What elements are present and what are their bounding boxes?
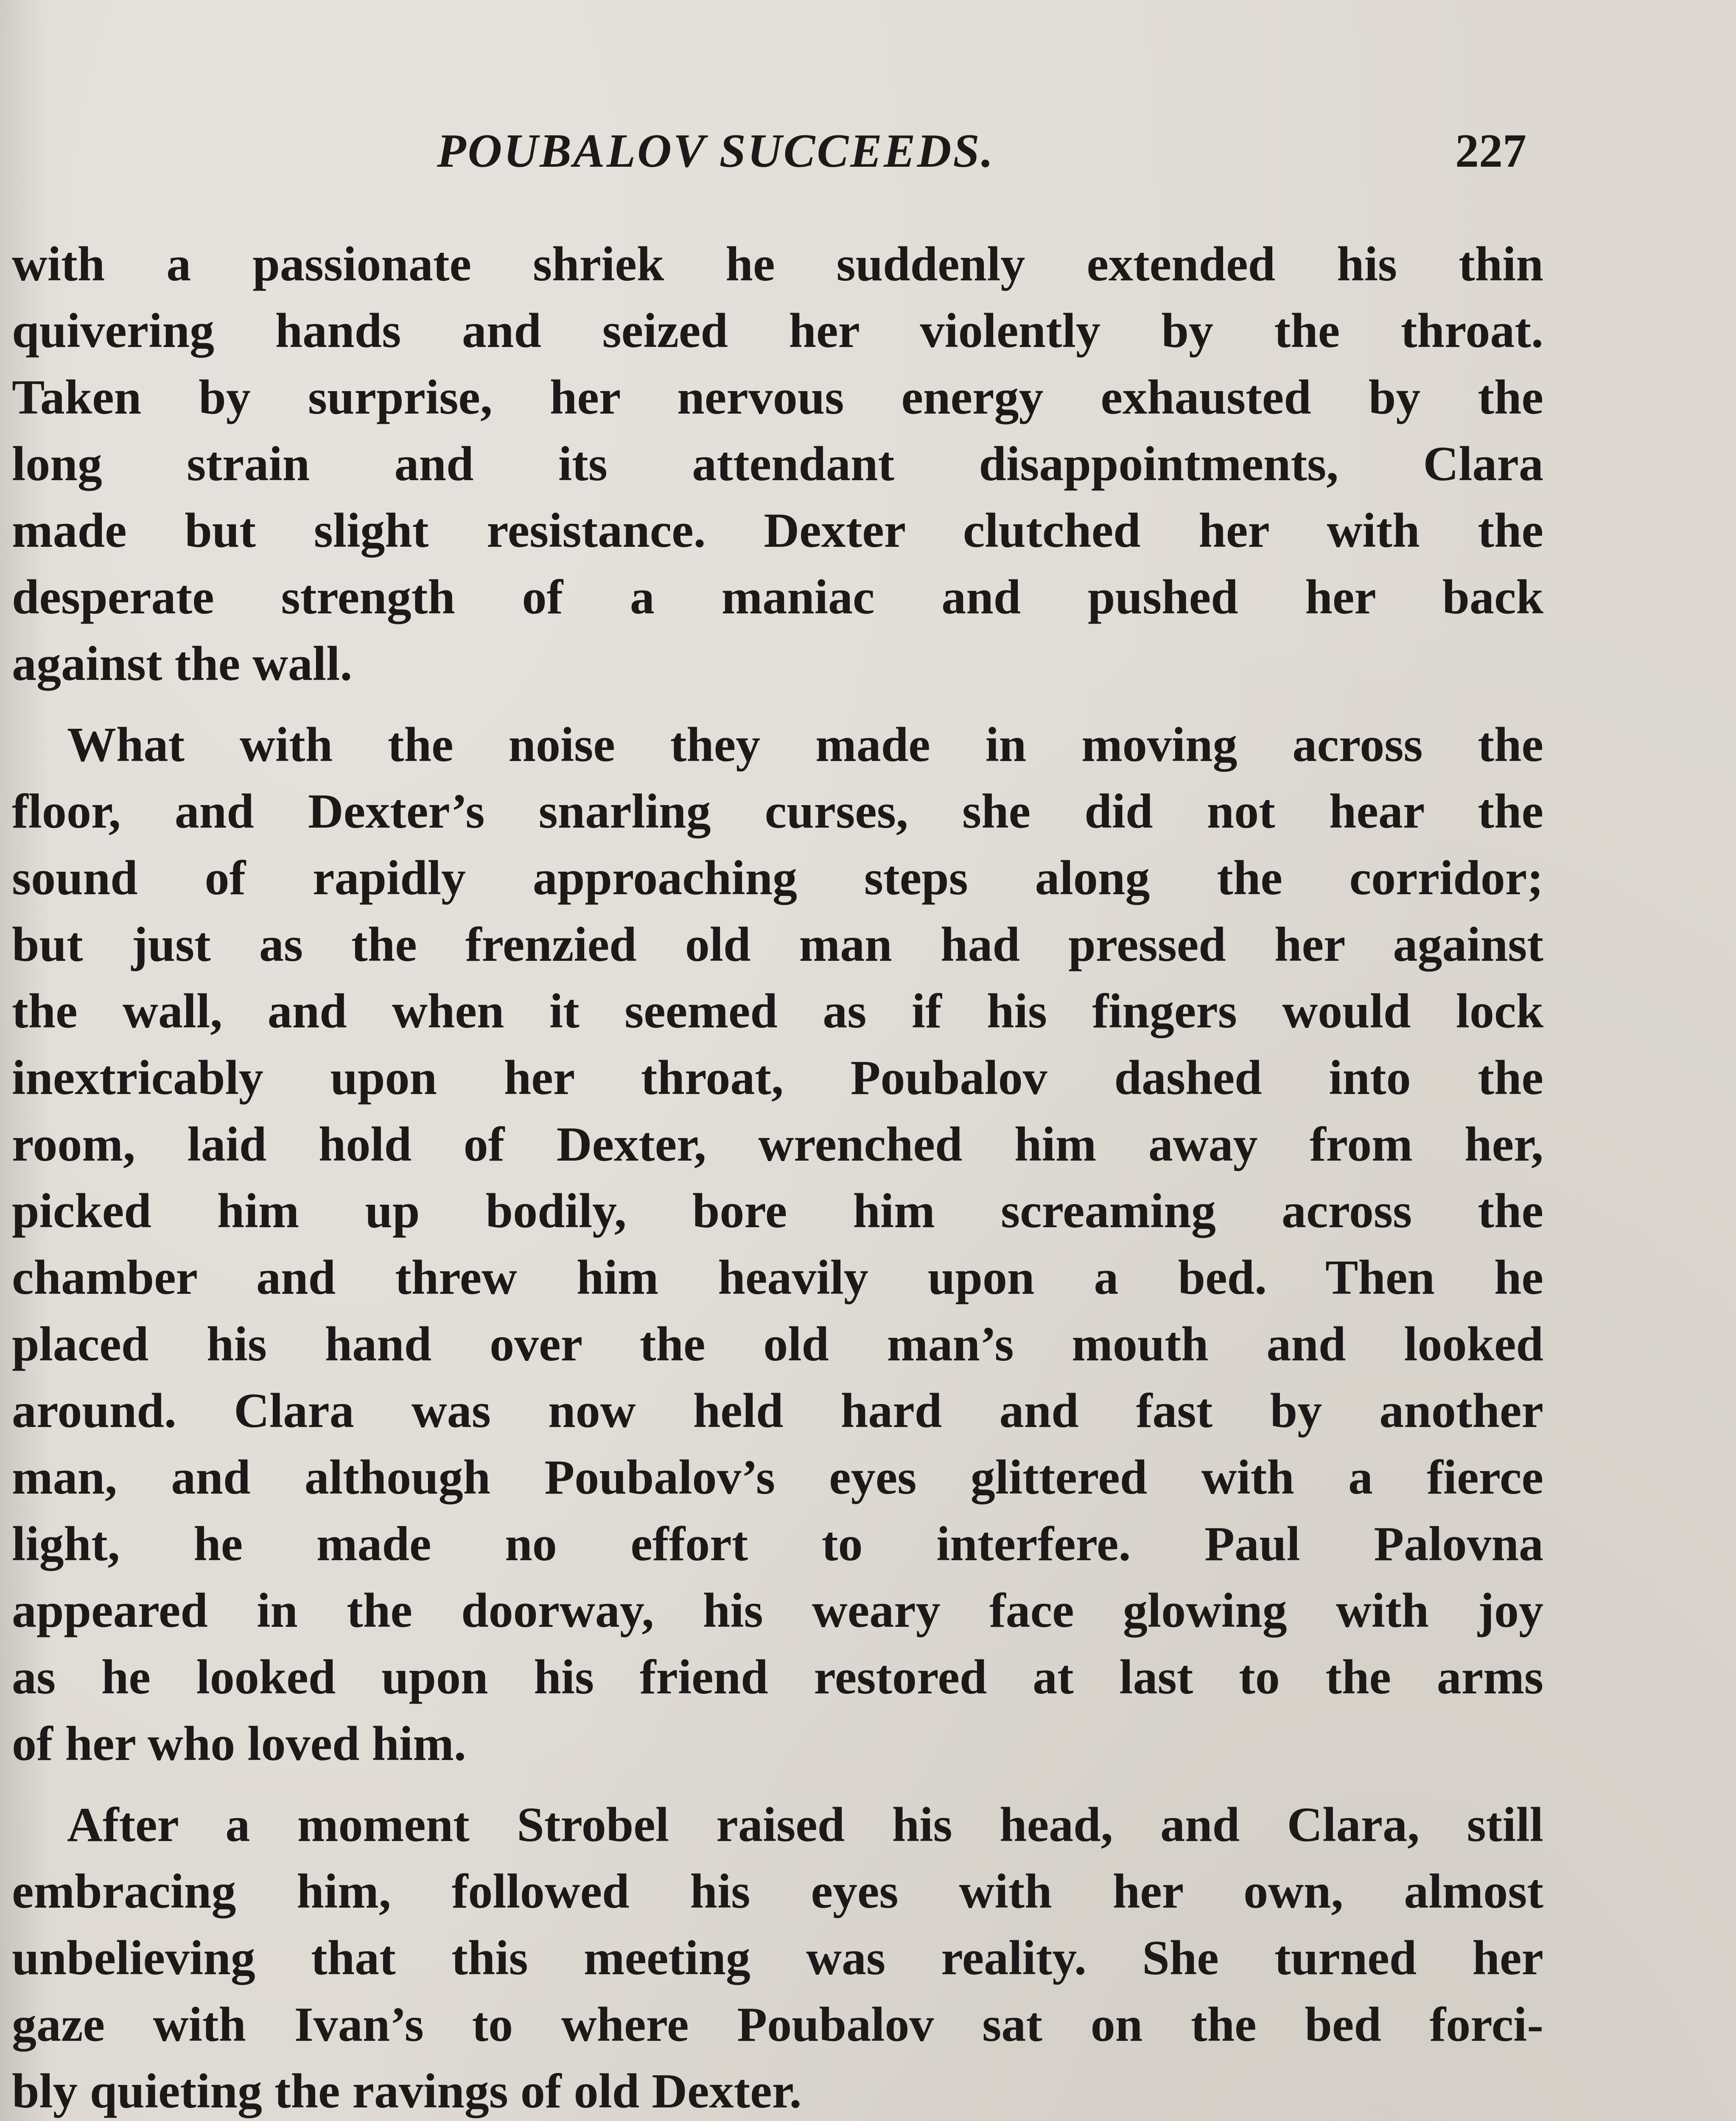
running-title: POUBALOV SUCCEEDS. bbox=[437, 125, 995, 177]
text-line: quivering hands and seized her violently by the throat. bbox=[12, 304, 1543, 358]
text-line: floor, and Dexter’s snarling curses, she did not hear the bbox=[12, 784, 1543, 839]
text-line: placed his hand over the old man’s mouth and looked bbox=[12, 1317, 1543, 1371]
text-line: with a passionate shriek he suddenly extended his thin bbox=[12, 237, 1543, 291]
text-line: room, laid hold of Dexter, wrenched him away from her, bbox=[12, 1117, 1543, 1172]
text-line: man, and although Poubalov’s eyes glittered with a fierce bbox=[12, 1450, 1543, 1505]
text-line: chamber and threw him heavily upon a bed. Then he bbox=[12, 1251, 1543, 1305]
paragraph bbox=[12, 1792, 1543, 2121]
text-line: gaze with Ivan’s to where Poubalov sat on the bed forci- bbox=[12, 1998, 1543, 2052]
text-line: against the wall. bbox=[12, 637, 353, 691]
text-line: around. Clara was now held hard and fast by another bbox=[12, 1384, 1543, 1438]
text-line: embracing him, followed his eyes with her own, almost bbox=[12, 1864, 1543, 1919]
text-line: picked him up bodily, bore him screaming across the bbox=[12, 1184, 1543, 1238]
text-line: of her who loved him. bbox=[12, 1717, 466, 1771]
text-line: What with the noise they made in moving across the bbox=[67, 718, 1543, 772]
text-line: light, he made no effort to interfere. Paul Palovna bbox=[12, 1517, 1543, 1571]
text-line: Taken by surprise, her nervous energy exhausted by the bbox=[12, 370, 1543, 425]
text-line: appeared in the doorway, his weary face glowing with joy bbox=[12, 1584, 1543, 1638]
body-text bbox=[12, 231, 1543, 2121]
text-line: bly quieting the ravings of old Dexter. bbox=[12, 2064, 802, 2118]
text-line: made but slight resistance. Dexter clutched her with the bbox=[12, 504, 1543, 558]
text-line: sound of rapidly approaching steps along the corridor; bbox=[12, 851, 1543, 905]
text-line: the wall, and when it seemed as if his fingers would lock bbox=[12, 984, 1543, 1038]
page-header bbox=[437, 124, 1540, 187]
text-line: unbelieving that this meeting was reality. She turned her bbox=[12, 1931, 1543, 1985]
paragraph bbox=[12, 231, 1543, 697]
text-line: long strain and its attendant disappointments, Clara bbox=[12, 437, 1543, 491]
page-number: 227 bbox=[1455, 125, 1526, 177]
paragraph bbox=[12, 712, 1543, 1777]
text-line: After a moment Strobel raised his head, and Clara, still bbox=[67, 1798, 1543, 1852]
text-line: as he looked upon his friend restored at last to the arms bbox=[12, 1650, 1543, 1704]
text-line: desperate strength of a maniac and pushed her back bbox=[12, 570, 1543, 624]
text-line: inextricably upon her throat, Poubalov dashed into the bbox=[12, 1051, 1543, 1105]
text-line: but just as the frenzied old man had pressed her against bbox=[12, 918, 1543, 972]
